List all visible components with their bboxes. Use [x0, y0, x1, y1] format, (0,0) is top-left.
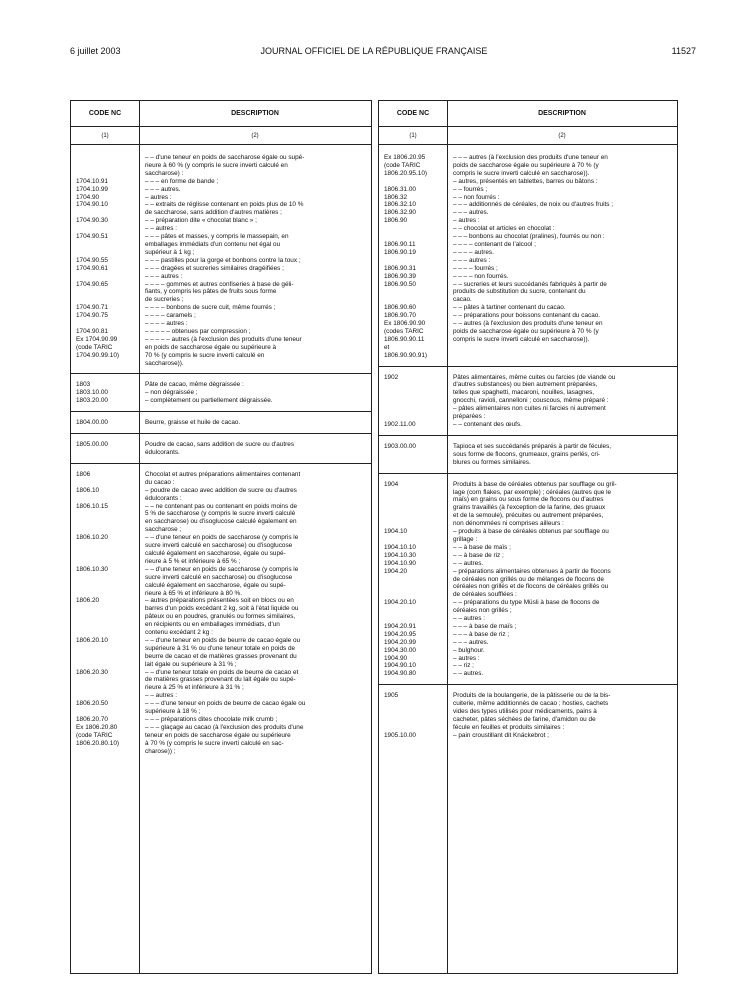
nc-code: 1806.10.30: [76, 565, 108, 573]
description-text: – – – – non fourrés.: [453, 272, 509, 280]
description-text: – – – – – autres (à l'exclusion des produits d'une teneur en poids de saccharose égale ou supérieure à 70 % (y compris le sucre inverti calculé en saccharose)).: [145, 335, 302, 367]
nc-code: 1904: [384, 480, 399, 488]
table-row: [379, 312, 677, 320]
table-row: [379, 631, 677, 639]
description-text: Poudre de cacao, sans addition de sucre ou d'autres édulcorants.: [145, 441, 295, 456]
table-row: [71, 669, 371, 693]
table-row: [379, 732, 677, 740]
nc-code: 1704.90.30: [76, 217, 108, 225]
description-text: – – – autres :: [453, 256, 491, 264]
description-text: – – – – bonbons de sucre cuit, même fourrés ;: [145, 304, 276, 312]
description-text: – – – en forme de bande ;: [145, 177, 219, 185]
nc-code: 1803.20.00: [76, 397, 108, 405]
nc-code: 1904.90.10: [384, 662, 416, 670]
nc-code: 1905.10.00: [384, 731, 416, 739]
description-text: – – – – gommes et autres confiseries à base de géli- fiants, y compris les pâtes de fruits sous forme de sucreries ;: [145, 280, 294, 304]
nc-code: 1806.90.70: [384, 312, 416, 320]
left-table-body: [71, 145, 371, 756]
table-row: [379, 233, 677, 241]
table-row: [71, 700, 371, 716]
table-row: [379, 615, 677, 623]
description-text: – – – dragées et sucreries similaires dragéifiées ;: [145, 264, 284, 272]
table-row: [71, 597, 371, 637]
table-row: [71, 336, 371, 368]
nc-code: 1904.10.10: [384, 543, 416, 551]
left-table: [70, 100, 372, 974]
description-text: – autres, présentés en tablettes, barres ou bâtons :: [453, 177, 598, 185]
table-row: [379, 374, 677, 406]
description-text: – autres :: [145, 193, 172, 201]
description-text: – – – – caramels ;: [145, 312, 196, 320]
nc-code: 1904.20: [384, 567, 408, 575]
table-row: [379, 421, 677, 429]
nc-code: 1803: [76, 381, 91, 389]
nc-code: 1806.20: [76, 597, 100, 605]
nc-code: 1806.90.50: [384, 280, 416, 288]
code-column-header: CODE NC: [396, 110, 430, 117]
nc-code: 1806.10.15: [76, 502, 108, 510]
nc-code: 1902: [384, 373, 399, 381]
description-text: – – – bonbons au chocolat (pralines), fourrés ou non :: [453, 233, 605, 241]
table-row: [71, 637, 371, 669]
description-text: – – – à base de riz ;: [453, 630, 510, 638]
table-row: [379, 599, 677, 615]
row-separator: [379, 366, 677, 367]
table-row: [71, 320, 371, 328]
description-text: – bulghour.: [453, 646, 485, 654]
description-text: – – à base de maïs ;: [453, 543, 511, 551]
description-text: – – extraits de réglisse contenant en poids plus de 10 % de saccharose, sans addition d'autres matières ;: [145, 201, 304, 217]
description-text: Produits à base de céréales obtenus par soufflage ou gril- lage (corn flakes, par exemple) ; céréales (autres que le maïs) en grains ou sous forme de flocons ou d'autres grains travaillés (à l'exception de la farine, des gruaux et de la semoule), précuites ou autrement préparées, non dénommées ni comprises ailleurs :: [453, 480, 617, 528]
description-text: – – contenant des œufs.: [453, 421, 522, 428]
description-column-number: (2): [251, 132, 259, 139]
table-row: [71, 397, 371, 405]
table-row: [71, 487, 371, 503]
table-row: [379, 217, 677, 225]
nc-code: 1704.10.99: [76, 185, 108, 193]
table-row: [71, 201, 371, 217]
nc-code: 1806.90.11: [384, 240, 416, 248]
table-row: [379, 405, 677, 421]
description-text: Chocolat et autres préparations alimentaires contenant du cacao :: [145, 470, 301, 486]
description-text: – – – – autres.: [453, 248, 494, 256]
table-row: [71, 566, 371, 598]
code-column-number: (1): [101, 132, 109, 139]
table-row: [379, 304, 677, 312]
table-row: [71, 217, 371, 225]
nc-code: 1805.00.00: [76, 441, 108, 449]
description-text: – – d'une teneur totale en poids de beurre de cacao et de matières grasses provenant du lait égale ou supé- rieure à 25 % et inférieure à 31 % ;: [145, 668, 299, 692]
table-row: [71, 503, 371, 535]
nc-code: 1704.10.91: [76, 177, 108, 185]
nc-code: 1806.32: [384, 193, 408, 201]
nc-code: 1704.90.51: [76, 233, 108, 241]
table-row: [379, 265, 677, 273]
nc-code: 1806.20.70: [76, 716, 108, 723]
table-row: [71, 304, 371, 312]
description-text: – – fourrés ;: [453, 185, 488, 193]
table-row: [71, 312, 371, 320]
nc-code: 1704.90.10: [76, 201, 108, 209]
nc-code: 1806.32.90: [384, 209, 416, 217]
table-row: [379, 481, 677, 528]
description-text: – – à base de riz ;: [453, 551, 504, 559]
nc-code: 1806.20.30: [76, 668, 108, 676]
description-text: – – préparations pour boissons contenant du cacao.: [453, 312, 601, 320]
nc-code: 1806: [76, 470, 91, 478]
nc-code: 1806.90.31: [384, 264, 416, 272]
nc-code: 1806.90.39: [384, 272, 416, 280]
description-text: – – – – fourrés ;: [453, 264, 498, 272]
table-row: [71, 534, 371, 566]
description-text: – – riz ;: [453, 662, 474, 670]
nc-code: 1904.10: [384, 528, 408, 536]
table-row: [379, 186, 677, 194]
description-text: – poudre de cacao avec addition de sucre ou d'autres édulcorants :: [145, 486, 297, 502]
nc-code: 1806.20.10: [76, 636, 108, 644]
row-separator: [71, 433, 371, 434]
description-text: Pâte de cacao, même dégraissée :: [145, 381, 244, 389]
description-text: – complètement ou partiellement dégraissée.: [145, 397, 273, 405]
description-text: – – d'une teneur en poids de saccharose (y compris le sucre inverti calculé en saccharose) ou d'isoglucose calculé également en saccharose, égale ou supé- rieure à 5 % et inférieure à 65 % ;: [145, 534, 299, 565]
description-text: – – – additionnés de céréales, de noix ou d'autres fruits ;: [453, 201, 614, 209]
nc-code: 1704.90.81: [76, 327, 108, 335]
code-column-header: CODE NC: [88, 110, 122, 117]
nc-code: 1904.90.80: [384, 670, 416, 678]
row-separator: [379, 684, 677, 685]
nc-code: [71, 225, 138, 233]
description-text: – – – glaçage au cacao (à l'exclusion des produits d'une teneur en poids de saccharose égale ou supérieure à 70 % (y compris le sucre inverti calculé en sac- charose)) ;: [145, 723, 304, 755]
table-row: [379, 443, 677, 467]
description-text: – – préparations du type Müsli à base de flocons de céréales non grillés ;: [453, 599, 600, 615]
nc-code: Ex 1806.20.95 (code TARIC 1806.20.95.10): [384, 154, 427, 177]
description-text: – – autres :: [453, 615, 485, 623]
description-text: – – – – contenant de l'alcool ;: [453, 240, 536, 248]
nc-code: 1904.20.10: [384, 599, 416, 607]
table-row: [379, 639, 677, 647]
table-row: [379, 544, 677, 552]
nc-code: [379, 178, 446, 186]
description-text: – pâtes alimentaires non cuites ni farcies ni autrement préparées :: [453, 405, 606, 421]
description-text: – – – autres.: [453, 209, 489, 217]
table-row: [379, 670, 677, 678]
nc-code: [71, 273, 138, 281]
right-table: [378, 100, 678, 974]
table-row: [71, 724, 371, 756]
table-row: [71, 441, 371, 457]
description-text: – – – – autres :: [145, 320, 188, 328]
table-row: [379, 647, 677, 655]
table-row: [71, 154, 371, 178]
table-header: [71, 101, 371, 127]
table-row: [71, 257, 371, 265]
description-text: – – sucreries et leurs succédanés fabriqués à partir de produits de substitution du sucre, contenant du cacao.: [453, 280, 607, 304]
description-text: – – d'une teneur en poids de beurre de cacao égale ou supérieure à 31 % ou d'une teneur totale en poids de beurre de cacao et de matières grasses provenant du lait égale ou supérieure à 31 % ;: [145, 636, 301, 668]
description-text: – non dégraissée ;: [145, 389, 198, 397]
nc-code: [379, 405, 446, 421]
table-row: [71, 471, 371, 487]
nc-code: [71, 320, 138, 328]
description-text: – – – d'une teneur en poids de beurre de cacao égale ou supérieure à 18 % ;: [145, 700, 306, 716]
description-text: – – chocolat et articles en chocolat :: [453, 225, 555, 233]
table-row: [71, 419, 371, 427]
description-text: – pain croustillant dit Knäckebrot ;: [453, 731, 549, 739]
nc-code: [71, 692, 138, 700]
row-separator: [379, 473, 677, 474]
description-column-header: DESCRIPTION: [538, 110, 586, 117]
nc-code: Ex 1806.20.80 (code TARIC 1806.20.80.10): [76, 723, 119, 747]
table-row: [379, 528, 677, 544]
description-text: – – autres :: [145, 692, 177, 700]
description-text: – – – autres :: [145, 272, 183, 280]
nc-code: 1806.90.60: [384, 304, 416, 312]
table-row: [379, 560, 677, 568]
nc-code: Ex 1704.90.99 (code TARIC 1704.90.99.10): [76, 335, 119, 359]
description-text: – – autres :: [145, 225, 177, 233]
description-text: – – – pâtes et masses, y compris le massepain, en emballages immédiats d'un contenu net égal ou supérieur à 1 kg ;: [145, 233, 289, 256]
table-row: [71, 328, 371, 336]
nc-code: 1704.90.75: [76, 312, 108, 320]
table-row: [379, 552, 677, 560]
description-text: – – autres.: [453, 670, 484, 678]
table-row: [379, 154, 677, 178]
row-separator: [71, 411, 371, 412]
description-column-header: DESCRIPTION: [231, 110, 279, 117]
table-row: [71, 194, 371, 202]
description-text: – – d'une teneur en poids de saccharose (y compris le sucre inverti calculé en saccharose) ou d'isoglucose calculé également en saccharose, égale ou supé- rieure à 65 % et inférieure à 80 %.: [145, 565, 299, 597]
nc-code: Ex 1806.90.90 (codes TARIC 1806.90.90.11 et 1806.90.90.91): [384, 320, 427, 359]
code-column-number: (1): [409, 132, 417, 139]
description-text: – – – autres (à l'exclusion des produits d'une teneur en poids de saccharose égale ou supérieure à 70 % (y compris le sucre inverti calculé en saccharose)).: [453, 154, 608, 177]
table-subheader: [379, 127, 677, 145]
table-row: [379, 209, 677, 217]
description-text: Tapioca et ses succédanés préparés à partir de fécules, sous forme de flocons, grumeaux, grains perlés, cri- blures ou formes similaires.: [453, 442, 612, 466]
table-row: [379, 692, 677, 732]
description-text: – – pâtes à tartiner contenant du cacao.: [453, 304, 566, 312]
nc-code: 1704.90.61: [76, 264, 108, 272]
description-text: – – – pastilles pour la gorge et bonbons contre la toux ;: [145, 256, 301, 264]
table-row: [379, 662, 677, 670]
description-text: – – – préparations dites chocolate milk crumb ;: [145, 716, 278, 723]
nc-code: 1904.10.90: [384, 559, 416, 567]
table-row: [379, 320, 677, 360]
nc-code: 1806.90.19: [384, 248, 416, 256]
table-row: [71, 273, 371, 281]
table-row: [71, 265, 371, 273]
table-row: [379, 568, 677, 600]
page-date: 6 juillet 2003: [70, 46, 121, 56]
description-text: Pâtes alimentaires, même cuites ou farcies (de viande ou d'autres substances) ou bien autrement préparées, telles que spaghetti, macaroni, nouilles, lasagnes, gnocchi, ravioli, cannelloni ; couscous, même préparé :: [453, 373, 616, 405]
row-separator: [71, 463, 371, 464]
nc-code: 1806.10: [76, 486, 100, 494]
nc-code: [379, 257, 446, 265]
table-row: [71, 186, 371, 194]
table-row: [71, 716, 371, 724]
nc-code: 1806.10.20: [76, 534, 108, 542]
nc-code: 1903.00.00: [384, 442, 416, 450]
nc-code: 1806.32.10: [384, 201, 416, 209]
nc-code: [71, 154, 138, 178]
row-separator: [71, 373, 371, 374]
description-text: – autres :: [453, 217, 480, 225]
table-row: [379, 655, 677, 663]
table-row: [71, 225, 371, 233]
table-row: [379, 241, 677, 249]
right-table-body: [379, 145, 677, 740]
table-row: [379, 623, 677, 631]
nc-code: 1904.90: [384, 654, 408, 662]
nc-code: 1804.00.00: [76, 419, 108, 427]
table-row: [71, 692, 371, 700]
description-text: – – d'une teneur en poids de saccharose égale ou supé- rieure à 60 % (y compris le sucre inverti calculé en saccharose) :: [145, 154, 305, 177]
description-text: – – – autres.: [145, 185, 181, 193]
table-row: [379, 201, 677, 209]
description-text: – autres :: [453, 654, 480, 662]
table-row: [379, 281, 677, 305]
nc-code: 1902.11.00: [384, 421, 416, 428]
table-row: [379, 178, 677, 186]
table-row: [379, 249, 677, 257]
nc-code: [379, 225, 446, 233]
table-row: [71, 281, 371, 305]
nc-code: 1704.90.71: [76, 304, 108, 312]
table-row: [379, 194, 677, 202]
description-text: – – non fourrés :: [453, 193, 500, 201]
description-text: – – ne contenant pas ou contenant en poids moins de 5 % de saccharose (y compris le sucre inverti calculé en saccharose) ou d'isoglucose calculé également en saccharose ;: [145, 502, 298, 534]
nc-code: 1806.20.50: [76, 700, 108, 708]
table-header: [379, 101, 677, 127]
table-row: [71, 178, 371, 186]
nc-code: [379, 233, 446, 241]
nc-code: [379, 615, 446, 623]
table-row: [379, 273, 677, 281]
description-text: Produits de la boulangerie, de la pâtisserie ou de la bis- cuiterie, même additionnés de cacao ; hosties, cachets vides des types utilisés pour médicaments, pains à cacheter, pâtes séchées de farine, d'amidon ou de fécule en feuilles et produits similaires :: [453, 692, 611, 731]
nc-code: 1904.10.30: [384, 551, 416, 559]
description-text: – – – – – obtenues par compression ;: [145, 327, 251, 335]
description-text: – – préparation dite « chocolat blanc » ;: [145, 217, 257, 225]
table-row: [379, 225, 677, 233]
nc-code: 1904.30.00: [384, 646, 416, 654]
nc-code: 1905: [384, 692, 399, 700]
description-column-number: (2): [558, 132, 566, 139]
description-text: – – autres.: [453, 559, 484, 567]
nc-code: 1803.10.00: [76, 389, 108, 397]
nc-code: 1806.90: [384, 217, 408, 225]
nc-code: 1904.20.91: [384, 622, 416, 630]
description-text: – préparations alimentaires obtenues à partir de flocons de céréales non grillés ou de mélanges de flocons de céréales non grillés et de flocons de céréales grillés ou de céréales soufflées :: [453, 567, 611, 599]
description-text: – produits à base de céréales obtenus par soufflage ou grillage :: [453, 528, 609, 543]
table-row: [71, 381, 371, 389]
table-row: [71, 389, 371, 397]
nc-code: 1806.31.00: [384, 185, 416, 193]
description-text: – – – autres.: [453, 638, 489, 646]
nc-code: 1704.90.65: [76, 280, 108, 288]
row-separator: [379, 435, 677, 436]
table-row: [71, 233, 371, 257]
description-text: Beurre, graisse et huile de cacao.: [145, 419, 241, 427]
nc-code: 1904.20.95: [384, 630, 416, 638]
nc-code: 1704.90: [76, 193, 100, 201]
description-text: – autres préparations présentées soit en blocs ou en barres d'un poids excédant 2 kg, soit à l'état liquide ou pâteux ou en poudres, granulés ou formes similaires, en récipients ou en emballages immédiats, d'un contenu excédant 2 kg :: [145, 597, 299, 637]
table-row: [379, 257, 677, 265]
nc-code: 1704.90.55: [76, 256, 108, 264]
journal-title: JOURNAL OFFICIEL DE LA RÉPUBLIQUE FRANÇAISE: [260, 46, 488, 56]
table-subheader: [71, 127, 371, 145]
nc-code: 1904.20.99: [384, 638, 416, 646]
description-text: – – autres (à l'exclusion des produits d'une teneur en poids de saccharose égale ou supérieure à 70 % (y compris le sucre inverti calculé en saccharose)).: [453, 320, 603, 343]
page-number: 11527: [671, 46, 696, 56]
description-text: – – – à base de maïs ;: [453, 622, 517, 630]
